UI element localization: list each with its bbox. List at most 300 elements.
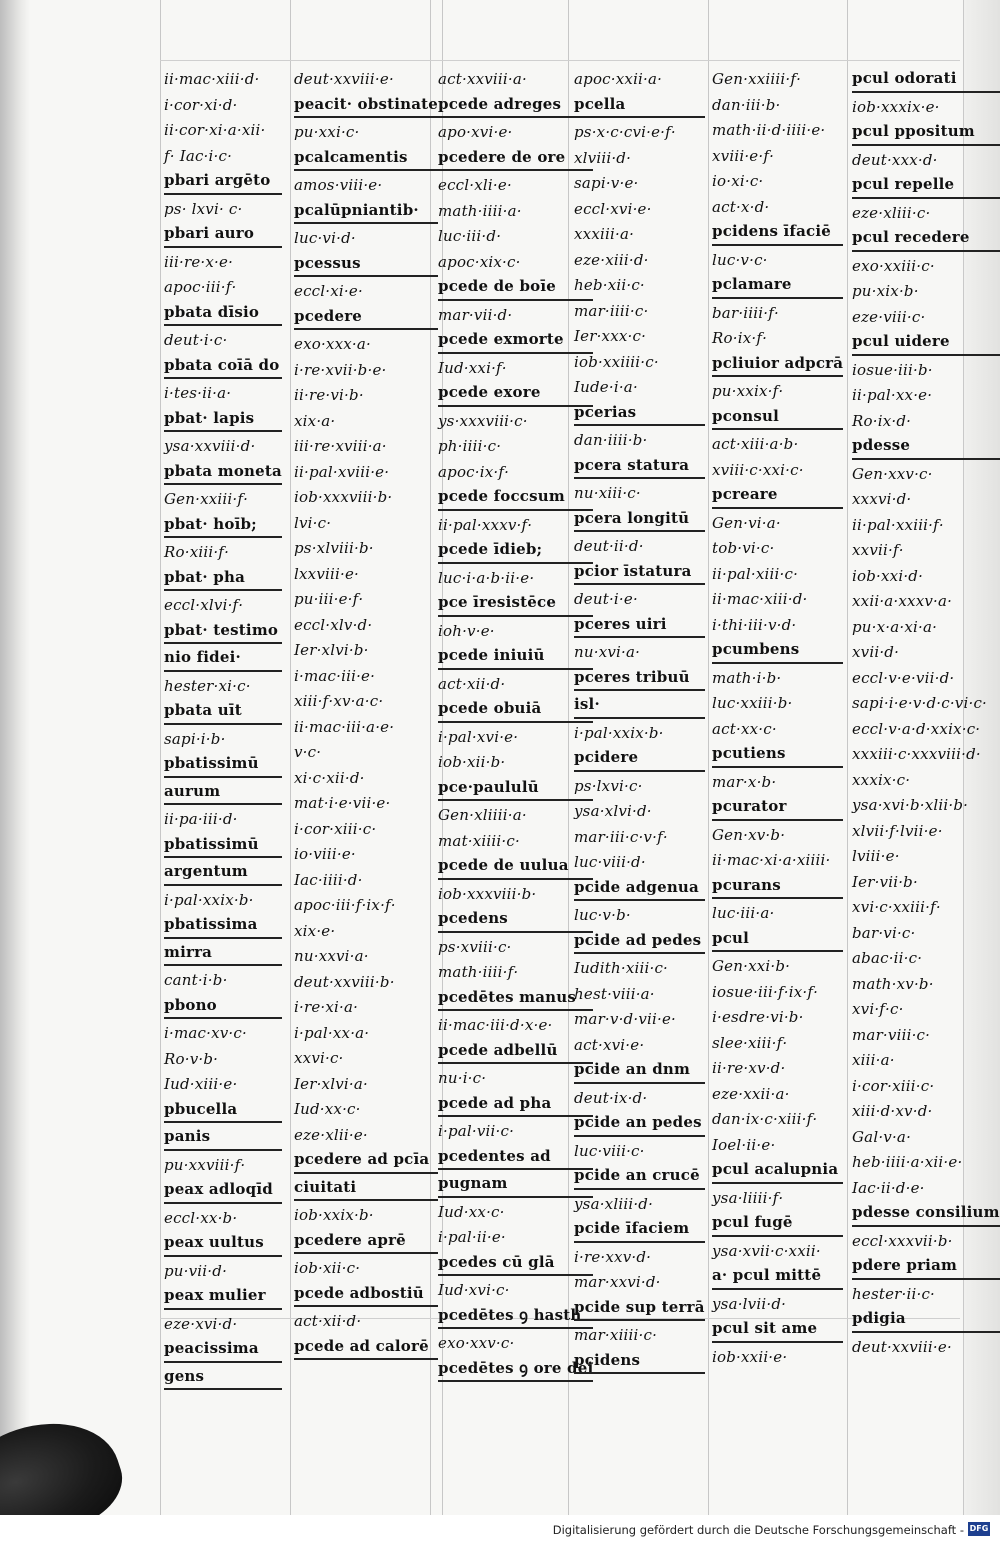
index-reference: eccl·xli·e· — [438, 176, 512, 194]
index-headword: mirra — [164, 941, 282, 967]
index-reference: ii·mac·xiii·d· — [164, 70, 260, 88]
index-reference: mar·xxvi·d· — [574, 1273, 661, 1291]
index-reference: ys·xxxviii·c· — [438, 411, 528, 430]
index-headword: pcul ppositum — [852, 120, 1000, 146]
index-reference: Gen·xliiii·a· — [438, 806, 527, 824]
index-reference: ii·re·vi·b· — [294, 386, 364, 404]
index-reference: sapi·v·e· — [574, 174, 639, 192]
index-reference: Iud·xx·c· — [294, 1100, 361, 1118]
index-headword: pcurans — [712, 874, 843, 900]
index-headword: pcutiens — [712, 742, 843, 768]
index-reference: exo·xxv·c· — [438, 1334, 515, 1352]
index-headword: pcul repelle — [852, 173, 1000, 199]
index-reference: deut·xxviii·b· — [294, 972, 395, 991]
index-reference: iob·xii·b· — [438, 753, 506, 771]
footer-bar — [0, 1515, 1000, 1544]
index-headword: pcede īdieb; — [438, 538, 593, 564]
index-reference: i·re·xvii·b·e· — [294, 360, 387, 379]
index-headword: pcalūpniantib· — [294, 199, 438, 225]
index-headword: peacit· obstinate — [294, 93, 438, 119]
index-reference: Iud·xiii·e· — [164, 1075, 238, 1093]
index-reference: i·re·xxv·d· — [574, 1247, 652, 1266]
index-headword: pdigia — [852, 1307, 1000, 1333]
index-reference: deut·ix·d· — [574, 1088, 648, 1107]
index-headword: pcul sit ame — [712, 1317, 843, 1343]
index-reference: nu·xvi·a· — [574, 643, 641, 661]
index-reference: io·xi·c· — [712, 172, 764, 190]
index-headword: pbata uīt — [164, 699, 282, 725]
index-reference: ii·pal·xxxv·f· — [438, 515, 533, 534]
index-reference: apoc·xix·c· — [438, 252, 521, 271]
index-reference: f· Iac·i·c· — [164, 146, 233, 165]
index-column-5 — [712, 67, 843, 1370]
index-headword: pdesse consilium — [852, 1201, 1000, 1227]
index-reference: heb·xii·c· — [574, 276, 645, 294]
index-reference: abac·ii·c· — [852, 949, 923, 967]
index-reference: ii·pa·iii·d· — [164, 810, 238, 828]
index-headword: pbatissimū — [164, 752, 282, 778]
index-reference: pu·xxix·f· — [712, 382, 784, 400]
index-headword: pbata dīsio — [164, 301, 282, 327]
index-reference: i·cor·xiii·c· — [294, 819, 377, 838]
index-reference: lvi·c· — [294, 513, 332, 532]
index-reference: i·mac·xv·c· — [164, 1024, 247, 1042]
index-reference: ii·re·xv·d· — [712, 1059, 786, 1077]
index-reference: eze·xliii·c· — [852, 203, 931, 222]
index-headword: pcul fugē — [712, 1211, 843, 1237]
index-reference: iob·xxxix·e· — [852, 97, 940, 116]
index-reference: luc·viii·d· — [574, 853, 646, 871]
index-reference: xvi·f·c· — [852, 1000, 904, 1018]
index-headword: pcumbens — [712, 638, 843, 664]
index-reference: eze·xxii·a· — [712, 1084, 790, 1103]
index-reference: Iudith·xiii·c· — [574, 959, 669, 977]
index-reference: ysa·xlvi·d· — [574, 802, 652, 820]
index-headword: pce īresistēce — [438, 591, 593, 617]
index-reference: i·mac·iii·e· — [294, 666, 376, 685]
index-reference: mar·viii·c· — [852, 1025, 931, 1044]
index-reference: mat·i·e·vii·e· — [294, 794, 391, 812]
index-headword: pbono — [164, 994, 282, 1020]
index-reference: exo·xxiii·c· — [852, 256, 935, 275]
index-headword: pcide adgenua — [574, 876, 705, 902]
index-reference: Gen·vi·a· — [712, 513, 781, 532]
index-headword: pcalcamentis — [294, 146, 438, 172]
index-headword: peax adloqīd — [164, 1178, 282, 1204]
index-reference: iii·re·xviii·a· — [294, 437, 387, 455]
index-headword: pcul — [712, 927, 843, 953]
index-headword: pcerias — [574, 401, 705, 427]
index-reference: bar·iiii·f· — [712, 303, 779, 322]
index-reference: math·xv·b· — [852, 974, 934, 993]
index-reference: ioh·v·e· — [438, 621, 495, 640]
index-reference: mar·x·b· — [712, 772, 777, 791]
index-reference: xxvii·f· — [852, 541, 904, 559]
index-headword: pcedere — [294, 305, 438, 331]
index-reference: eccl·xxxvii·b· — [852, 1231, 953, 1250]
index-headword: pce·paululū — [438, 776, 593, 802]
index-reference: bar·vi·c· — [852, 923, 916, 942]
index-reference: ii·mac·iii·d·x·e· — [438, 1016, 553, 1034]
index-headword: pbata coīā do — [164, 354, 282, 380]
index-reference: eze·xlii·e· — [294, 1125, 368, 1144]
index-reference: pu·xix·b· — [852, 282, 919, 300]
index-reference: i·pal·xvi·e· — [438, 727, 519, 746]
index-reference: heb·iiii·a·xii·e· — [852, 1153, 963, 1171]
index-column-3 — [438, 67, 593, 1384]
index-reference: xi·c·xii·d· — [294, 768, 365, 787]
index-column-2 — [294, 67, 438, 1362]
index-reference: mar·iii·c·v·f· — [574, 827, 668, 846]
index-reference: dan·ix·c·xiii·f· — [712, 1110, 818, 1128]
index-reference: ps·xviii·c· — [438, 937, 512, 956]
index-reference: Ioel·ii·e· — [712, 1135, 776, 1154]
index-reference: mat·xiiii·c· — [438, 831, 520, 850]
index-headword: peax mulier — [164, 1284, 282, 1310]
index-reference: xxxvi·d· — [852, 490, 912, 508]
dfg-logo: DFG — [968, 1522, 990, 1536]
index-headword: a· pcul mittē — [712, 1264, 843, 1290]
index-headword: pcede de uulua — [438, 854, 593, 880]
index-reference: deut·xxviii·e· — [294, 70, 394, 88]
index-headword: gens — [164, 1365, 282, 1391]
index-reference: ii·pal·xxiii·f· — [852, 515, 944, 534]
index-reference: luc·v·b· — [574, 906, 631, 924]
index-reference: act·xii·d· — [294, 1312, 362, 1330]
index-reference: luc·iii·d· — [438, 227, 502, 245]
index-reference: Gen·xxv·c· — [852, 464, 933, 483]
index-reference: hest·viii·a· — [574, 984, 655, 1003]
index-column-4 — [574, 67, 705, 1376]
index-headword: pdere priam — [852, 1254, 1000, 1280]
index-headword: pcede iniuiū — [438, 644, 593, 670]
index-reference: slee·xiii·f· — [712, 1033, 788, 1052]
index-reference: i·pal·vii·c· — [438, 1122, 515, 1140]
index-reference: ii·pal·xviii·e· — [294, 462, 390, 481]
index-reference: Iud·xxi·f· — [438, 358, 507, 377]
index-headword: pcide an crucē — [574, 1164, 705, 1190]
index-headword: pcera longitū — [574, 507, 705, 533]
index-headword: pcide ad pedes — [574, 929, 705, 955]
index-headword: pceres tribuū — [574, 666, 705, 692]
index-reference: amos·viii·e· — [294, 176, 383, 194]
index-reference: Gen·xxi·b· — [712, 957, 791, 975]
index-reference: mar·v·d·vii·e· — [574, 1010, 676, 1028]
index-reference: ps· lxvi· c· — [164, 199, 243, 218]
index-headword: pclamare — [712, 273, 843, 299]
index-reference: exo·xxx·a· — [294, 335, 371, 353]
index-headword: argentum — [164, 860, 282, 886]
index-headword: pcede adbostiū — [294, 1282, 438, 1308]
index-headword: pbata moneta — [164, 460, 282, 486]
index-headword: pbucella — [164, 1098, 282, 1124]
index-reference: xix·a· — [294, 411, 336, 430]
index-headword: pdesse — [852, 434, 1000, 460]
index-reference: Ro·ix·d· — [852, 411, 912, 430]
index-headword: isl· — [574, 693, 705, 719]
index-reference: iii·re·x·e· — [164, 252, 234, 271]
index-reference: iob·xxiiii·c· — [574, 352, 659, 371]
index-reference: ps·lxvi·c· — [574, 776, 643, 795]
index-headword: pcedes cū glā — [438, 1251, 593, 1277]
index-reference: mar·vii·d· — [438, 305, 513, 324]
footer-credit: Digitalisierung gefördert durch die Deutsche Forschungsgemeinschaft - — [552, 1523, 964, 1537]
index-reference: ii·mac·xi·a·xiiii· — [712, 851, 831, 869]
index-headword: pcliuior adpcrā — [712, 352, 843, 378]
index-column-1 — [164, 67, 282, 1392]
index-reference: luc·i·a·b·ii·e· — [438, 568, 535, 587]
index-headword: pcul acalupnia — [712, 1158, 843, 1184]
index-reference: ysa·xxviii·d· — [164, 437, 256, 455]
index-reference: luc·v·c· — [712, 250, 768, 269]
index-reference: cant·i·b· — [164, 971, 228, 989]
index-reference: eccl·xvi·e· — [574, 199, 652, 218]
index-reference: deut·xxx·d· — [852, 150, 938, 169]
index-headword: pcul odorati — [852, 67, 1000, 93]
index-headword: pbat· testimo — [164, 619, 282, 645]
index-reference: math·iiii·a· — [438, 201, 522, 220]
index-reference: iob·xii·c· — [294, 1259, 361, 1277]
index-headword: pcide sup terrā — [574, 1296, 705, 1322]
index-reference: ps·x·c·cvi·e·f· — [574, 123, 676, 141]
index-headword: pbatissimū — [164, 833, 282, 859]
index-reference: nu·xiii·c· — [574, 484, 641, 502]
index-reference: sapi·i·e·v·d·c·vi·c· — [852, 694, 988, 712]
index-reference: ps·xlviii·b· — [294, 539, 374, 557]
index-headword: aurum — [164, 780, 282, 806]
index-headword: pbari auro — [164, 222, 282, 248]
index-reference: luc·vi·d· — [294, 229, 356, 247]
index-reference: math·iiii·f· — [438, 963, 519, 981]
index-reference: deut·i·e· — [574, 590, 638, 608]
index-reference: i·pal·xx·a· — [294, 1023, 370, 1042]
index-reference: pu·x·a·xi·a· — [852, 617, 938, 636]
index-headword: pugnam — [438, 1172, 593, 1198]
index-reference: xviii·e·f· — [712, 146, 775, 165]
index-reference: Iud·xx·c· — [438, 1202, 505, 1221]
index-reference: act·xx·c· — [712, 719, 777, 738]
index-reference: iob·xxi·d· — [852, 566, 924, 585]
index-reference: xviii·c·xxi·c· — [712, 460, 804, 479]
index-reference: pu·vii·d· — [164, 1261, 228, 1280]
index-headword: pcior īstatura — [574, 560, 705, 586]
index-reference: apoc·xxii·a· — [574, 70, 663, 88]
index-reference: ii·cor·xi·a·xii· — [164, 121, 266, 139]
index-reference: xiii·a· — [852, 1051, 895, 1069]
index-headword: pcedere de ore — [438, 146, 593, 172]
index-reference: eze·viii·c· — [852, 307, 926, 326]
index-reference: Ro·xiii·f· — [164, 543, 230, 561]
index-reference: eccl·xi·e· — [294, 282, 363, 300]
index-reference: Ro·ix·f· — [712, 329, 768, 347]
index-headword: pbat· lapis — [164, 407, 282, 433]
index-headword: pcreare — [712, 483, 843, 509]
index-reference: ysa·lvii·d· — [712, 1294, 787, 1313]
index-headword: pceres uiri — [574, 613, 705, 639]
index-reference: xlviii·d· — [574, 148, 632, 167]
index-reference: tob·vi·c· — [712, 539, 775, 557]
index-reference: deut·ii·d· — [574, 537, 644, 555]
index-reference: hester·ii·c· — [852, 1284, 936, 1303]
index-headword: pcede exmorte — [438, 328, 593, 354]
index-reference: ph·iiii·c· — [438, 437, 502, 455]
index-reference: xix·e· — [294, 921, 336, 940]
index-headword: pcedere ad pcīa — [294, 1148, 438, 1174]
index-headword: peax uultus — [164, 1231, 282, 1257]
index-headword: pcurator — [712, 795, 843, 821]
index-reference: Iud·xvi·c· — [438, 1281, 510, 1299]
index-reference: xxxix·c· — [852, 770, 911, 789]
index-reference: ii·mac·xiii·d· — [712, 590, 808, 608]
index-reference: lxxviii·e· — [294, 564, 359, 583]
index-reference: ysa·xvii·c·xxii· — [712, 1241, 821, 1260]
index-reference: i·thi·iii·v·d· — [712, 615, 797, 634]
index-reference: Ier·vii·b· — [852, 872, 918, 891]
index-reference: ysa·xvi·b·xlii·b· — [852, 796, 969, 814]
index-reference: mar·xiiii·c· — [574, 1326, 658, 1344]
index-reference: i·re·xi·a· — [294, 998, 359, 1016]
index-reference: i·cor·xi·d· — [164, 95, 238, 114]
index-reference: dan·iii·b· — [712, 95, 781, 114]
index-reference: xiii·d·xv·d· — [852, 1102, 933, 1120]
index-reference: xxxiii·c·xxxviii·d· — [852, 745, 981, 763]
index-reference: xxxiii·a· — [574, 225, 635, 243]
index-reference: pu·iii·e·f· — [294, 590, 364, 608]
index-reference: ysa·liiii·f· — [712, 1188, 784, 1207]
index-reference: lviii·e· — [852, 847, 900, 865]
index-reference: xxii·a·xxxv·a· — [852, 592, 953, 610]
index-headword: nio fidei· — [164, 646, 282, 672]
index-reference: ii·mac·iii·a·e· — [294, 717, 395, 736]
index-headword: pbari argēto — [164, 169, 282, 195]
index-reference: iosue·iii·b· — [852, 360, 933, 379]
index-reference: i·cor·xiii·c· — [852, 1076, 935, 1095]
index-headword: pcede obuiā — [438, 697, 593, 723]
index-reference: i·pal·ii·e· — [438, 1228, 506, 1246]
index-reference: apo·xvi·e· — [438, 123, 513, 141]
index-reference: Ier·xlvi·a· — [294, 1074, 368, 1093]
index-reference: Gal·v·a· — [852, 1127, 912, 1146]
index-reference: xvi·c·xxiii·f· — [852, 898, 941, 916]
index-reference: iob·xxii·e· — [712, 1347, 788, 1366]
index-reference: ii·pal·xx·e· — [852, 386, 933, 404]
index-reference: io·viii·e· — [294, 845, 356, 863]
index-reference: apoc·iii·f· — [164, 278, 237, 296]
index-reference: Iac·iiii·d· — [294, 870, 363, 889]
index-reference: ii·pal·xiii·c· — [712, 564, 799, 583]
index-reference: eze·xiii·d· — [574, 250, 649, 269]
index-reference: act·x·d· — [712, 197, 770, 216]
index-headword: pcede adreges — [438, 93, 593, 119]
index-headword: pcede exore — [438, 381, 593, 407]
index-reference: Ro·v·b· — [164, 1049, 219, 1068]
index-reference: i·tes·ii·a· — [164, 384, 232, 402]
index-reference: act·xiii·a·b· — [712, 435, 799, 453]
index-headword: pcedere aprē — [294, 1229, 438, 1255]
index-reference: ysa·xliii·d· — [574, 1194, 654, 1213]
index-reference: nu·i·c· — [438, 1069, 487, 1087]
index-headword: pbatissima — [164, 913, 282, 939]
index-reference: mar·iiii·c· — [574, 301, 649, 320]
index-headword: pcedētes ꝯ hasth — [438, 1304, 593, 1330]
index-headword: pcedētes ꝯ ore dei — [438, 1357, 593, 1383]
index-headword: pcidere — [574, 746, 705, 772]
index-reference: eccl·v·e·vii·d· — [852, 668, 955, 687]
index-headword: pbat· hoīb; — [164, 513, 282, 539]
index-headword: pcella — [574, 93, 705, 119]
index-reference: nu·xxvi·a· — [294, 947, 369, 965]
index-reference: Ier·xxx·c· — [574, 327, 647, 345]
index-headword: pcide īfaciem — [574, 1217, 705, 1243]
index-reference: i·esdre·vi·b· — [712, 1008, 804, 1026]
index-headword: pcede adbellū — [438, 1039, 593, 1065]
index-reference: Gen·xv·b· — [712, 825, 786, 844]
index-reference: Ier·xlvi·b· — [294, 641, 369, 659]
index-reference: xxvi·c· — [294, 1049, 344, 1067]
index-headword: pcessus — [294, 252, 438, 278]
index-reference: Iude·i·a· — [574, 378, 638, 396]
index-headword: ciuitati — [294, 1176, 438, 1202]
index-reference: eccl·xx·b· — [164, 1208, 238, 1227]
index-reference: xlvii·f·lvii·e· — [852, 821, 943, 840]
index-reference: eccl·xlv·d· — [294, 615, 373, 634]
index-headword: pcide an dnm — [574, 1058, 705, 1084]
index-reference: act·xii·d· — [438, 674, 506, 693]
index-reference: Gen·xxiiii·f· — [712, 70, 802, 88]
index-headword: pcedētes manus — [438, 986, 593, 1012]
index-reference: sapi·i·b· — [164, 729, 226, 748]
index-reference: deut·i·c· — [164, 331, 228, 349]
index-reference: luc·xxiii·b· — [712, 694, 793, 712]
index-headword: pcede ad calorē — [294, 1335, 438, 1361]
index-reference: pu·xxviii·f· — [164, 1155, 246, 1174]
index-reference: apoc·ix·f· — [438, 462, 510, 481]
index-headword: peacissima — [164, 1337, 282, 1363]
index-headword: pcedens — [438, 907, 593, 933]
index-headword: pbat· pha — [164, 566, 282, 592]
index-reference: luc·iii·a· — [712, 904, 775, 922]
index-reference: deut·xxviii·e· — [852, 1337, 952, 1356]
index-headword: pcede ad pha — [438, 1092, 593, 1118]
index-headword: pcera statura — [574, 454, 705, 480]
index-reference: xiii·f·xv·a·c· — [294, 692, 384, 710]
index-reference: i·pal·xxix·b· — [164, 890, 254, 909]
index-headword: pcidens — [574, 1349, 705, 1375]
index-headword: pcide an pedes — [574, 1111, 705, 1137]
index-reference: iob·xxxviii·b· — [438, 884, 537, 903]
index-reference: iob·xxix·b· — [294, 1206, 374, 1224]
index-reference: Iac·ii·d·e· — [852, 1178, 925, 1197]
index-reference: eccl·xlvi·f· — [164, 596, 244, 614]
index-reference: eccl·v·a·d·xxix·c· — [852, 719, 981, 738]
index-reference: pu·xxi·c· — [294, 123, 360, 141]
index-reference: Gen·xxiii·f· — [164, 490, 249, 508]
index-headword: pcede de boīe — [438, 275, 593, 301]
index-reference: dan·iiii·b· — [574, 431, 648, 449]
index-reference: act·xvi·e· — [574, 1035, 645, 1054]
index-reference: iob·xxxviii·b· — [294, 488, 393, 506]
index-reference: iosue·iii·f·ix·f· — [712, 982, 819, 1001]
index-reference: luc·viii·c· — [574, 1141, 645, 1160]
index-headword: pcul recedere — [852, 226, 1000, 252]
index-reference: apoc·iii·f·ix·f· — [294, 896, 396, 914]
index-reference: math·ii·d·iiii·e· — [712, 121, 826, 139]
index-headword: pcul uidere — [852, 330, 1000, 356]
index-headword: pcedentes ad — [438, 1145, 593, 1171]
index-reference: i·pal·xxix·b· — [574, 723, 664, 742]
index-headword: pconsul — [712, 405, 843, 431]
index-headword: pcede foccsum — [438, 485, 593, 511]
